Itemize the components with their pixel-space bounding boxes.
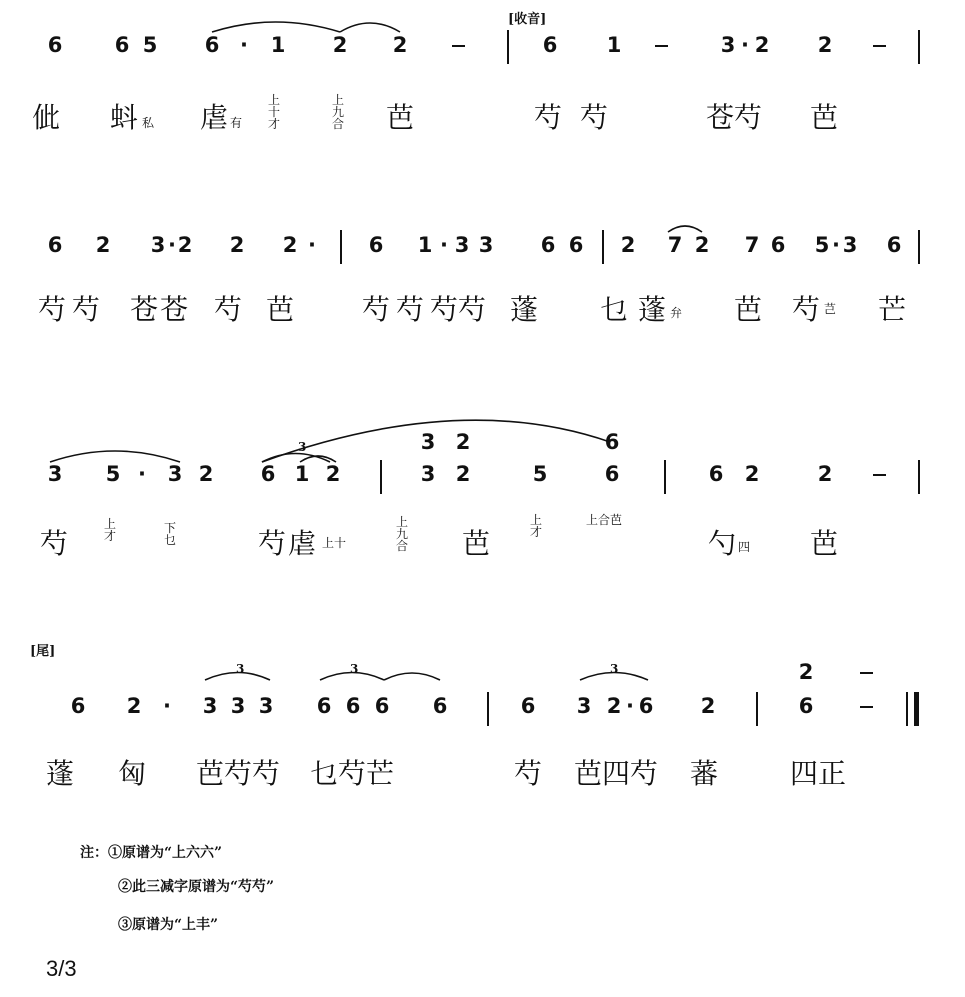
note: 6: [520, 694, 536, 718]
lyric: 蓬: [638, 293, 667, 326]
note: 1: [417, 233, 433, 257]
lyric-small: 有: [230, 116, 243, 130]
note: 1: [606, 33, 622, 57]
note: 1: [294, 462, 310, 486]
lyric: 苍芍: [706, 101, 763, 134]
lyric-small: 弁: [670, 306, 683, 320]
lyric: 芍芍: [38, 293, 107, 326]
hold-dash: [655, 45, 668, 47]
note: 5: [142, 33, 158, 57]
triplet-mark: 3: [350, 662, 359, 676]
hold-dash: [860, 706, 873, 708]
lyric: 芍芍: [430, 293, 487, 326]
note: 5: [814, 233, 830, 257]
lyric: 芭: [462, 527, 491, 560]
note: 3: [258, 694, 274, 718]
note: ·: [138, 462, 146, 486]
note: 6: [260, 462, 276, 486]
note: 3: [454, 233, 470, 257]
barline: [756, 692, 758, 726]
lyric: 芭: [266, 293, 295, 326]
note: 1: [270, 33, 286, 57]
note: 3: [576, 694, 592, 718]
note: 2: [754, 33, 770, 57]
note: 3: [420, 430, 436, 454]
annotation-wei: [尾]: [30, 644, 56, 659]
footnote-3: ③原谱为“上丰”: [118, 917, 219, 933]
note: 2: [620, 233, 636, 257]
lyric-small: 四: [738, 540, 751, 554]
note: 6: [47, 233, 63, 257]
note: 6: [798, 694, 814, 718]
lyric: 蚪: [110, 101, 139, 134]
lyric: 芍: [514, 757, 543, 790]
lyric-small: 上十: [322, 536, 347, 550]
note: 6: [708, 462, 724, 486]
note: 3: [720, 33, 736, 57]
note: 7: [667, 233, 683, 257]
barline: [918, 30, 920, 64]
hold-dash: [873, 474, 886, 476]
lyric-small: 上十才: [268, 93, 281, 131]
barline: [602, 230, 604, 264]
lyric: 勺: [708, 527, 737, 560]
lyric: 芍芍: [362, 293, 431, 326]
note: 3: [842, 233, 858, 257]
lyric-small: 芑: [824, 302, 837, 316]
note: 7: [744, 233, 760, 257]
lyric: 匈: [118, 757, 147, 790]
page-number: 3/3: [46, 956, 77, 981]
lyric: 虐: [200, 101, 229, 134]
note: ·: [308, 233, 316, 257]
note: 6: [368, 233, 384, 257]
note: 6: [542, 33, 558, 57]
barline: [918, 460, 920, 494]
barline: [507, 30, 509, 64]
note: 2: [177, 233, 193, 257]
note: 2: [95, 233, 111, 257]
note: 2: [325, 462, 341, 486]
note: ·: [741, 33, 749, 57]
barline: [380, 460, 382, 494]
lyric: 蕃: [690, 757, 719, 790]
note: 6: [604, 462, 620, 486]
hold-dash: [452, 45, 465, 47]
lyric: 芍芍: [534, 101, 627, 134]
lyric-small: 上九合: [396, 515, 409, 553]
lyric: 芍: [214, 293, 243, 326]
lyric: 苍苍: [130, 293, 191, 326]
lyric: 芭: [810, 101, 839, 134]
note: 2: [455, 430, 471, 454]
lyric: 乜芍芒: [310, 757, 395, 790]
note: 2: [744, 462, 760, 486]
note: 2: [798, 660, 814, 684]
annotation-shouyin: [收音]: [508, 12, 547, 27]
note: 2: [455, 462, 471, 486]
note: 2: [700, 694, 716, 718]
note: ·: [168, 233, 176, 257]
lyric: 蓬: [510, 293, 539, 326]
lyric: 虐: [288, 527, 317, 560]
lyric: 芭四芍: [574, 757, 659, 790]
note: 6: [568, 233, 584, 257]
triplet-mark: 3: [236, 662, 245, 676]
note: 3: [202, 694, 218, 718]
slur: [384, 673, 440, 680]
slur: [340, 23, 400, 32]
lyric: 四正: [790, 757, 847, 790]
note: 6: [432, 694, 448, 718]
lyric: 乜: [600, 293, 629, 326]
note: 3: [478, 233, 494, 257]
note: 6: [540, 233, 556, 257]
note: 6: [374, 694, 390, 718]
barline: [918, 230, 920, 264]
note: 3: [47, 462, 63, 486]
lyric: 芭芍芍: [196, 757, 281, 790]
triplet-mark: 3: [610, 662, 619, 676]
note: 6: [638, 694, 654, 718]
note: 2: [606, 694, 622, 718]
note: 6: [770, 233, 786, 257]
lyric: 芭: [810, 527, 839, 560]
lyric: 芍: [792, 293, 821, 326]
barline: [487, 692, 489, 726]
lyric: 蓬: [46, 757, 75, 790]
note: 2: [332, 33, 348, 57]
note: 6: [604, 430, 620, 454]
barline: [664, 460, 666, 494]
footnote-2: ②此三减字原谱为“芍芍”: [118, 879, 275, 895]
note: ·: [240, 33, 248, 57]
final-barline: [914, 692, 919, 726]
note: 6: [114, 33, 130, 57]
triplet-mark: 3: [298, 440, 307, 454]
lyric-small: 上九合: [332, 93, 345, 131]
slur: [50, 451, 180, 462]
note: 6: [345, 694, 361, 718]
note: 5: [105, 462, 121, 486]
note: ·: [832, 233, 840, 257]
footnote-1: 注：①原谱为“上六六”: [80, 845, 223, 861]
note: 5: [532, 462, 548, 486]
note: 2: [282, 233, 298, 257]
lyric: 芍: [40, 527, 69, 560]
lyric-small: 上才: [104, 517, 117, 543]
lyric: 芍: [258, 527, 287, 560]
slur: [668, 226, 702, 232]
note: 6: [316, 694, 332, 718]
note: 2: [198, 462, 214, 486]
note: 6: [70, 694, 86, 718]
note: 3: [150, 233, 166, 257]
hold-dash: [873, 45, 886, 47]
hold-dash: [860, 672, 873, 674]
note: 3: [420, 462, 436, 486]
note: 3: [167, 462, 183, 486]
barline: [906, 692, 908, 726]
lyric-small: 私: [142, 116, 155, 130]
note: 2: [392, 33, 408, 57]
note: 6: [204, 33, 220, 57]
lyric-small: 上合芭: [586, 513, 623, 527]
lyric: 芭: [734, 293, 763, 326]
note: ·: [163, 694, 171, 718]
note: ·: [440, 233, 448, 257]
slur: [212, 22, 340, 32]
note: ·: [626, 694, 634, 718]
note: 2: [817, 462, 833, 486]
lyric: 芒: [878, 293, 907, 326]
note: 2: [126, 694, 142, 718]
barline: [340, 230, 342, 264]
lyric: 佌: [32, 101, 61, 134]
note: 2: [694, 233, 710, 257]
note: 2: [817, 33, 833, 57]
lyric-small: 上才: [530, 513, 543, 539]
note: 6: [886, 233, 902, 257]
note: 6: [47, 33, 63, 57]
lyric: 芭: [386, 101, 415, 134]
lyric-small: 下乜: [164, 521, 177, 547]
note: 2: [229, 233, 245, 257]
slur: [262, 454, 330, 463]
note: 3: [230, 694, 246, 718]
